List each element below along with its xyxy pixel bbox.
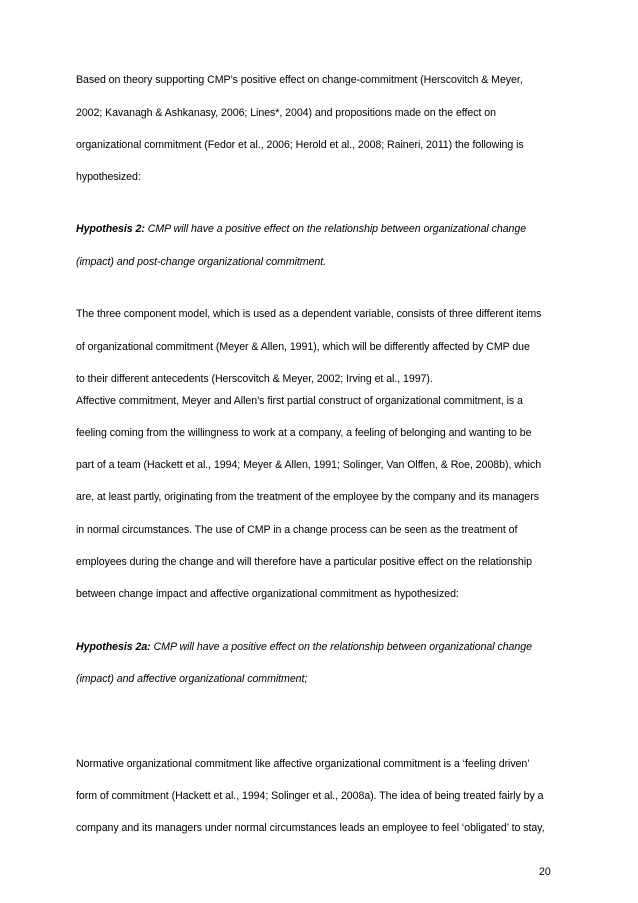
- paragraph-2-line-1: The three component model, which is used as a dependent variable, consists of three different items: [76, 308, 542, 320]
- paragraph-3-line-4: are, at least partly, originating from the treatment of the employee by the company and its managers: [76, 491, 539, 503]
- hypothesis-2a-label: Hypothesis 2a:: [76, 641, 151, 653]
- paragraph-1-line-2: 2002; Kavanagh & Ashkanasy, 2006; Lines*, 2004) and propositions made on the effect on: [76, 107, 496, 119]
- paragraph-2-line-2: of organizational commitment (Meyer & Allen, 1991), which will be differently affected by CMP due: [76, 341, 530, 353]
- hypothesis-2-line-1: [76, 223, 526, 236]
- paragraph-4-line-2: form of commitment (Hackett et al., 1994; Solinger et al., 2008a). The idea of being treated fairly by a: [76, 790, 544, 802]
- hypothesis-2a-line-1: [76, 641, 532, 654]
- hypothesis-2a-line-2: (impact) and affective organizational commitment;: [76, 673, 308, 685]
- hypothesis-2-text: CMP will have a positive effect on the relationship between organizational change: [144, 223, 527, 235]
- paragraph-3-line-7: between change impact and affective organizational commitment as hypothesized:: [76, 588, 459, 600]
- paragraph-4-line-3: company and its managers under normal circumstances leads an employee to feel ‘obligated’ to stay,: [76, 822, 545, 834]
- paragraph-3-line-2: feeling coming from the willingness to work at a company, a feeling of belonging and wanting to be: [76, 427, 532, 439]
- hypothesis-2a-text: CMP will have a positive effect on the relationship between organizational change: [150, 641, 532, 653]
- paragraph-1-line-1: Based on theory supporting CMP’s positive effect on change-commitment (Herscovitch & Meyer,: [76, 74, 523, 86]
- paragraph-3-line-5: in normal circumstances. The use of CMP in a change process can be seen as the treatment of: [76, 524, 518, 536]
- paragraph-4-line-1: Normative organizational commitment like affective organizational commitment is a ‘feeling driven’: [76, 758, 530, 770]
- hypothesis-2-label: Hypothesis 2:: [76, 223, 145, 235]
- paragraph-2-line-3: to their different antecedents (Herscovitch & Meyer, 2002; Irving et al., 1997).: [76, 373, 433, 385]
- paragraph-3-line-3: part of a team (Hackett et al., 1994; Meyer & Allen, 1991; Solinger, Van Olffen, & Roe, 2008b), which: [76, 459, 542, 471]
- paragraph-3-line-6: employees during the change and will therefore have a particular positive effect on the relationship: [76, 556, 532, 568]
- paragraph-1-line-4: hypothesized:: [76, 171, 141, 183]
- paragraph-1-line-3: organizational commitment (Fedor et al., 2006; Herold et al., 2008; Raineri, 2011) the following is: [76, 139, 524, 151]
- page-number: 20: [539, 866, 551, 878]
- paragraph-3-line-1: Affective commitment, Meyer and Allen’s first partial construct of organizational commitment, is a: [76, 395, 523, 407]
- hypothesis-2-line-2: (impact) and post-change organizational commitment.: [76, 256, 327, 268]
